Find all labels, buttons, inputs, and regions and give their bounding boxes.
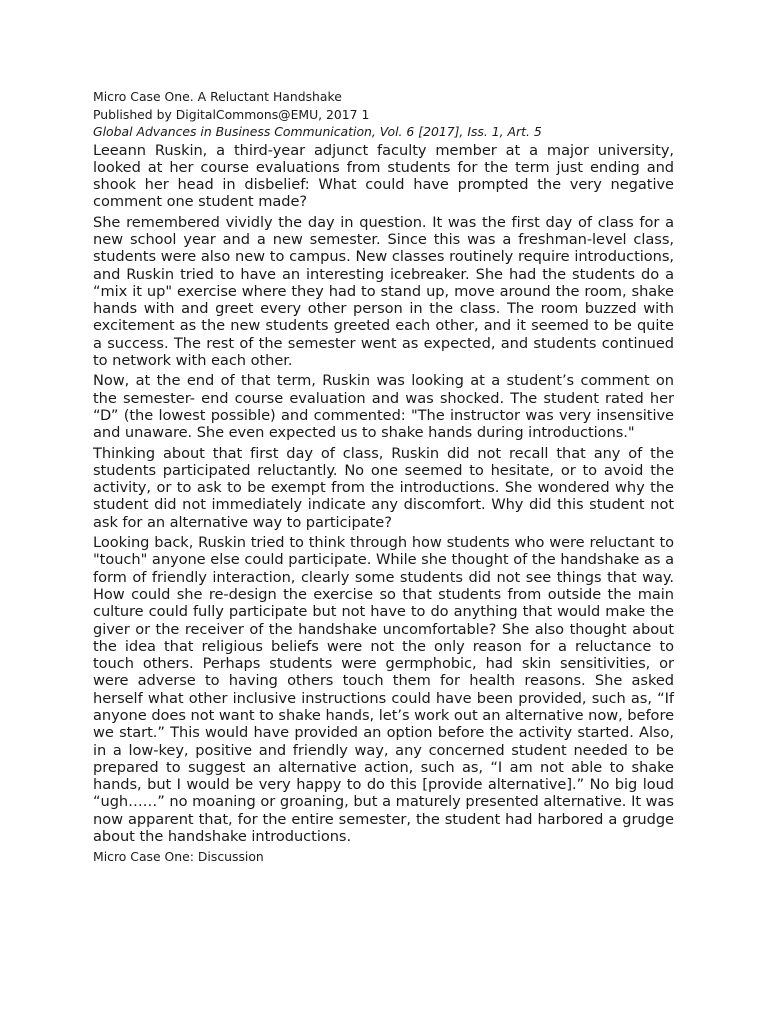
paragraph-4: Thinking about that first day of class, Ruskin did not recall that any of the students participated reluctantly. No one seemed to hesitate, or to avoid the activity, or to ask to be exempt from the introductions. She wondered why the student did not immediately indicate any discomfort. Why did this student not ask for an alternative way to participate?	[93, 444, 674, 531]
publisher-line: Published by DigitalCommons@EMU, 2017 1	[93, 106, 370, 122]
discussion-heading: Micro Case One: Discussion	[93, 849, 264, 865]
paragraph-3: Now, at the end of that term, Ruskin was looking at a student’s comment on the semester- end course evaluation and was shocked. The student rated her “D” (the lowest possible) and commented: "The instructor was very insensitive and unaware. She even expected us to shake hands during introductions."	[93, 372, 674, 442]
document-page	[93, 88, 674, 866]
paragraph-2: She remembered vividly the day in question. It was the first day of class for a new school year and a new semester. Since this was a freshman-level class, students were also new to campus. New classes routinely require introductions, and Ruskin tried to have an interesting icebreaker. She had the students do a “mix it up" exercise where they had to stand up, move around the room, shake hands with and greet every other person in the class. The room buzzed with excitement as the new students greeted each other, and it seemed to be quite a success. The rest of the semester went as expected, and students continued to network with each other.	[93, 213, 674, 370]
journal-citation: Global Advances in Business Communication, Vol. 6 [2017], Iss. 1, Art. 5	[93, 124, 542, 139]
paragraph-5: Looking back, Ruskin tried to think through how students who were reluctant to "touch" anyone else could participate. While she thought of the handshake as a form of friendly interaction, clearly some students did not see things that way. How could she re-design the exercise so that students from outside the main culture could fully participate but not have to do anything that would make the giver or the receiver of the handshake uncomfortable? She also thought about the idea that religious beliefs were not the only reason for a reluctance to touch others. Perhaps students were germphobic, had skin sensitivities, or were adverse to having others touch them for health reasons. She asked herself what other inclusive instructions could have been provided, such as, “If anyone does not want to shake hands, let’s work out an alternative now, before we start.” This would have provided an option before the activity started. Also, in a low-key, positive and friendly way, any concerned student needed to be prepared to suggest an alternative action, such as, “I am not able to shake hands, but I would be very happy to do this [provide alternative].” No big loud “ugh……” no moaning or groaning, but a maturely presented alternative. It was now apparent that, for the entire semester, the student had harbored a grudge about the handshake introductions.	[93, 534, 674, 846]
paragraph-1: Leeann Ruskin, a third-year adjunct faculty member at a major university, looked at her course evaluations from students for the term just ending and shook her head in disbelief: What could have prompted the very negative comment one student made?	[93, 141, 674, 211]
case-title: Micro Case One. A Reluctant Handshake	[93, 89, 342, 104]
